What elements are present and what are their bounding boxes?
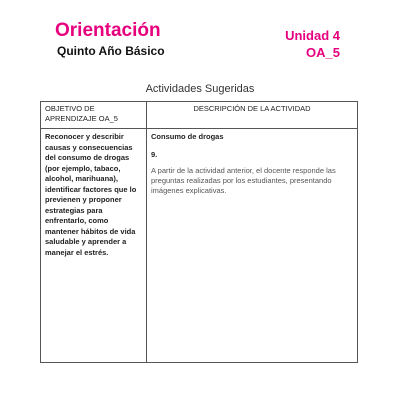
section-title: Actividades Sugeridas <box>145 83 255 95</box>
subject-title: Orientación <box>55 20 161 41</box>
unit-label: Unidad 4 <box>285 28 340 43</box>
activity-number: 9. <box>151 150 158 159</box>
activities-table <box>40 101 358 363</box>
objective-cell <box>41 129 147 363</box>
description-column-header: DESCRIPCIÓN DE LA ACTIVIDAD <box>147 102 358 129</box>
objective-column-header: OBJETIVO DE APRENDIZAJE OA_5 <box>41 102 147 129</box>
table-header-row <box>41 102 358 129</box>
objective-code: OA_5 <box>306 45 340 60</box>
activity-title: Consumo de drogas <box>151 132 224 141</box>
grade-level: Quinto Año Básico <box>57 44 165 58</box>
activity-description: A partir de la actividad anterior, el docente responde las preguntas realizadas por los estudiantes, presentando imágenes explicativas. <box>151 166 336 195</box>
objective-text: Reconocer y describir causas y consecuencias del consumo de drogas (por ejemplo, tabaco, alcohol, marihuana), identificar factores que lo previenen y proponer estrategias para enfrentarlo, como mantener hábitos de vida saludable y aprender a manejar el estrés. <box>45 132 137 257</box>
table-row <box>41 129 358 363</box>
description-cell <box>147 129 358 363</box>
